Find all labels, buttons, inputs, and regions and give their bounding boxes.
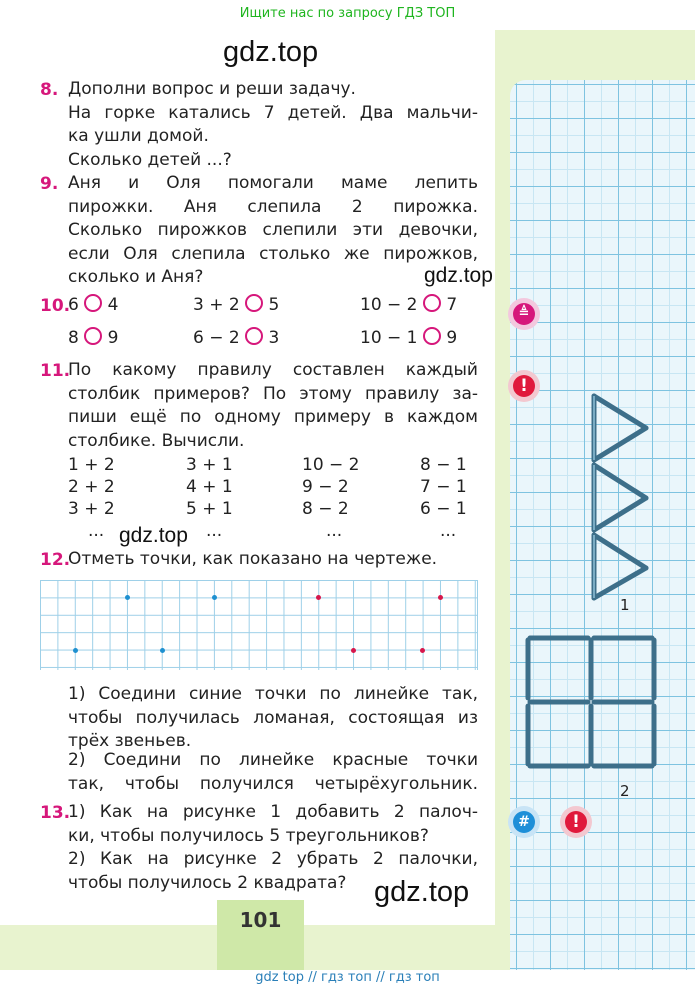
example-column: 3 + 1 4 + 1 5 + 1 ... [186,455,233,541]
stick-figure-1 [580,390,660,605]
watermark: gdz.top [119,524,188,547]
task-number: 10. [40,296,71,316]
compare-circle [84,327,102,345]
attention-icon: ! [508,370,540,402]
compare-item: 6 4 [68,295,119,315]
top-banner: Ищите нас по запросу ГДЗ ТОП [239,6,456,21]
task-number: 11. [40,361,71,381]
watermark: gdz.top [374,876,470,908]
grid-icon: # [508,806,540,838]
task-9-text: Аня и Оля помогали маме лепить пирожки. Аня слепила 2 пирожка. Сколько пирожков слепили эти девочки, если Оля слепила столько же пирожков, сколько и Аня? [68,173,478,287]
task-12-title: Отметь точки, как показано на чертеже. [68,549,438,569]
blue-point [125,595,130,600]
compare-circle [84,294,102,312]
stick-figure-2 [524,632,660,772]
dot-grid-drawing [40,580,478,670]
example-column: 10 − 2 9 − 2 8 − 2 ... [302,455,360,541]
compare-circle [245,327,263,345]
compare-item: 10 − 1 9 [360,328,458,348]
figure-1-label: 1 [620,596,630,614]
compare-item: 3 + 2 5 [193,295,280,315]
figure-2-label: 2 [620,782,630,800]
task-number: 12. [40,550,71,570]
compare-circle [423,327,441,345]
red-point [438,595,443,600]
compare-circle [423,294,441,312]
red-point [351,648,356,653]
compare-item: 8 9 [68,328,119,348]
watermark: gdz.top [223,36,319,68]
watermark: gdz.top [424,264,493,287]
attention-icon: ! [560,806,592,838]
red-point [420,648,425,653]
task-12-part-1: 1) Соедини синие точки по линейке так, чтобы получилась ломаная, состоящая из трёх звеньев. [68,684,478,751]
task-8-text: Дополни вопрос и реши задачу. На горке катались 7 детей. Два мальчи- ка ушли домой. Сколько детей ...? [68,79,478,170]
example-column: 1 + 2 2 + 2 3 + 2 ... [68,455,115,541]
footer-links[interactable]: gdz top // гдз топ // гдз топ [255,970,440,985]
red-point [316,595,321,600]
task-number: 8. [40,80,59,100]
blue-point [212,595,217,600]
task-11-text: По какому правилу составлен каждый столбик примеров? По этому правилу за- пиши ещё по одному примеру в каждом столбике. Вычисли. [68,360,478,451]
blue-point [160,648,165,653]
task-13-text: 1) Как на рисунке 1 добавить 2 палоч- ки, чтобы получилось 5 треугольников? 2) Как на рисунке 2 убрать 2 палочки, чтобы получилось 2 квадрата? [68,802,478,893]
blue-point [73,648,78,653]
task-number: 13. [40,803,71,823]
example-column: 8 − 1 7 − 1 6 − 1 ... [420,455,467,541]
compare-item: 6 − 2 3 [193,328,280,348]
task-number: 9. [40,174,59,194]
compare-circle [245,294,263,312]
page-number: 101 [239,908,282,932]
task-12-part-2: 2) Соедини по линейке красные точки так, чтобы получился четырёхугольник. [68,750,478,794]
compare-item: 10 − 2 7 [360,295,458,315]
group-work-icon: ≜ [508,298,540,330]
